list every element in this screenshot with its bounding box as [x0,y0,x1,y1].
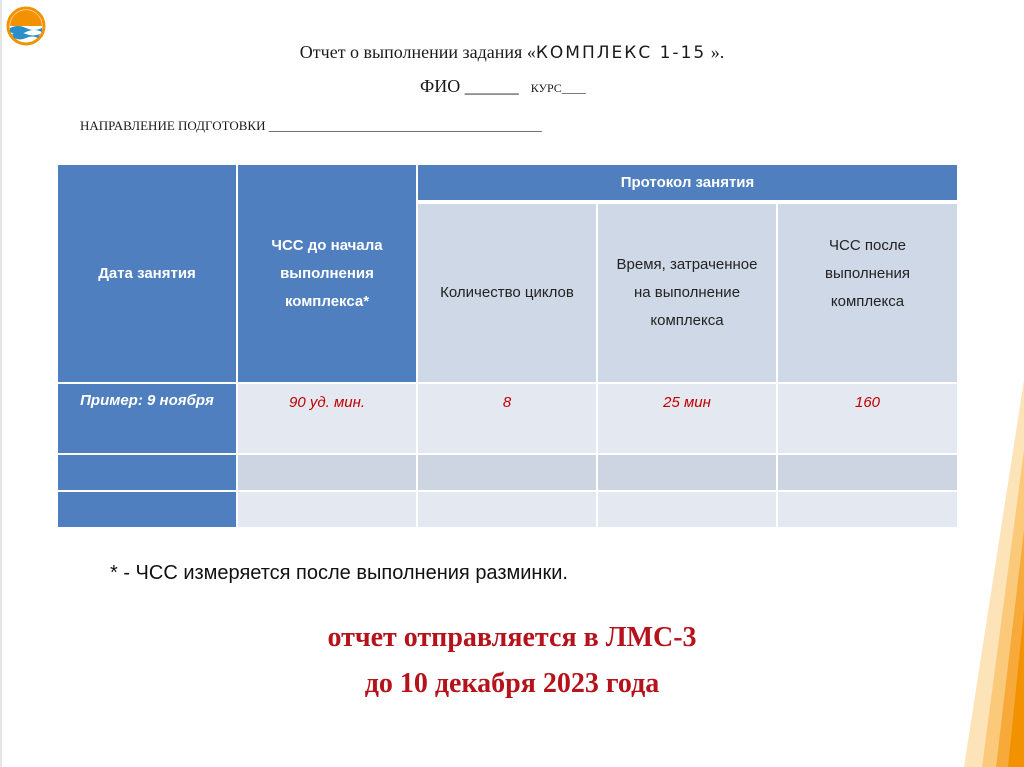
deadline-line-1: отчет отправляется в ЛМС-3 [327,622,697,653]
example-date-cell: Пример: 9 ноября [58,384,236,453]
empty-row-1-hr-before-cell[interactable] [238,455,416,490]
deadline-line-2: до 10 декабря 2023 года [364,668,660,699]
empty-row-2-cycles-cell[interactable] [418,492,596,527]
logo-icon [6,6,46,46]
fio-line [420,76,586,97]
empty-row-2-date-cell[interactable] [58,492,236,527]
col-header-date: Дата занятия [58,165,236,382]
empty-row-2-time-cell[interactable] [598,492,776,527]
title-prefix: Отчет о выполнении задания « [299,42,536,62]
footnote: * - ЧСС измеряется после выполнения разминки. [110,562,568,584]
empty-row-2-hr-before-cell[interactable] [238,492,416,527]
col-header-time: Время, затраченное на выполнение комплекса [598,204,776,382]
empty-row-1-time-cell[interactable] [598,455,776,490]
empty-row-1-hr-after-cell[interactable] [778,455,957,490]
title-brand: КОМПЛЕКС 1-15 [535,43,707,63]
group-header-protocol: Протокол занятия [418,165,957,200]
col-header-hr-before: ЧСС до начала выполнения комплекса* [238,165,416,382]
napravlenie-field: НАПРАВЛЕНИЕ ПОДГОТОВКИ __________________________________________ [80,118,542,133]
decorative-stripes [944,380,1024,767]
title-suffix: ». [706,42,725,62]
empty-row-2-hr-after-cell[interactable] [778,492,957,527]
empty-row-1-date-cell[interactable] [58,455,236,490]
col-header-hr-after: ЧСС после выполнения комплекса [778,204,957,382]
col-header-cycles: Количество циклов [418,204,596,382]
report-title [0,42,1024,63]
empty-row-1-cycles-cell[interactable] [418,455,596,490]
example-time-cell: 25 мин [598,384,776,453]
kurs-field: КУРС____ [530,81,586,95]
example-hr-after-cell: 160 [778,384,957,453]
example-cycles-cell: 8 [418,384,596,453]
example-hr-before-cell: 90 уд. мин. [238,384,416,453]
fio-field: ФИО ______ [420,76,519,96]
